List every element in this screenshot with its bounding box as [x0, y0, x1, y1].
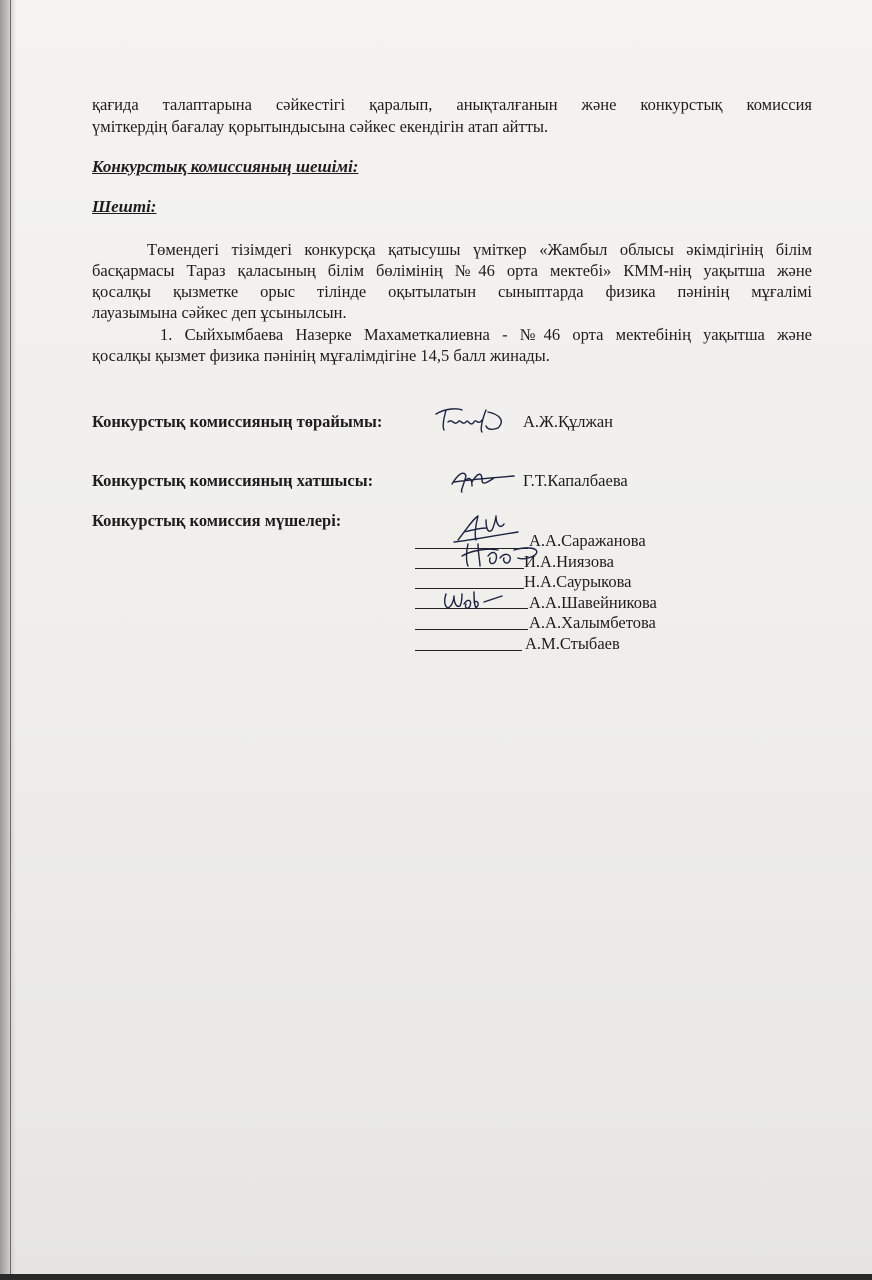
para3-line2: қосалқы қызмет физика пәнінің мұғалімдігіне 14,5 балл жинады. [92, 346, 550, 365]
page-fold-shadow [0, 0, 16, 1280]
chairman-label: Конкурстық комиссияның төрайымы: [92, 412, 383, 431]
member-name: А.А.Саражанова [529, 531, 646, 550]
secretary-signature [448, 466, 520, 496]
member-signature [440, 590, 510, 612]
para3-line1: 1. Сыйхымбаева Назерке Махаметкалиевна - №46 орта мектебінің уақытша және [160, 325, 812, 344]
member-signature [458, 540, 546, 570]
decision-heading: Конкурстық комиссияның шешімі: [92, 157, 359, 176]
para1-line1: қағида талаптарына сәйкестігі қаралып, анықталғанын және конкурстық комиссия [92, 95, 812, 114]
member-signature-line [415, 650, 522, 651]
members-label: Конкурстық комиссия мүшелері: [92, 511, 342, 530]
para2-line4: лауазымына сәйкес деп ұсынылсын. [92, 303, 347, 322]
member-name: А.А.Халымбетова [529, 613, 656, 632]
member-signature-line [415, 629, 528, 630]
para2-line1: Төмендегі тізімдегі конкурсқа қатысушы үміткер «Жамбыл облысы әкімдігінің білім [147, 240, 812, 259]
para1-line2: үміткердің бағалау қорытындысына сәйкес екендігін атап айтты. [92, 117, 549, 136]
member-name: А.М.Стыбаев [525, 634, 620, 653]
para2-line2: басқармасы Тараз қаласының білім бөлімінің №46 орта мектебі» КММ-нің уақытша және [92, 261, 812, 280]
chairman-name: А.Ж.Құлжан [523, 412, 613, 431]
member-name: А.А.Шавейникова [529, 593, 657, 612]
member-name: И.А.Ниязова [524, 552, 614, 571]
member-name: Н.А.Саурыкова [524, 572, 632, 591]
secretary-name: Г.Т.Капалбаева [523, 471, 628, 490]
para2-line3: қосалқы қызметке орыс тілінде оқытылатын сыныптарда физика пәнінің мұғалімі [92, 282, 812, 301]
bottom-edge [0, 1274, 872, 1280]
chairman-signature [432, 404, 516, 436]
member-signature-line [415, 588, 524, 589]
resolved-heading: Шешті: [92, 197, 157, 216]
page-edge-line [10, 0, 11, 1280]
secretary-label: Конкурстық комиссияның хатшысы: [92, 471, 374, 490]
